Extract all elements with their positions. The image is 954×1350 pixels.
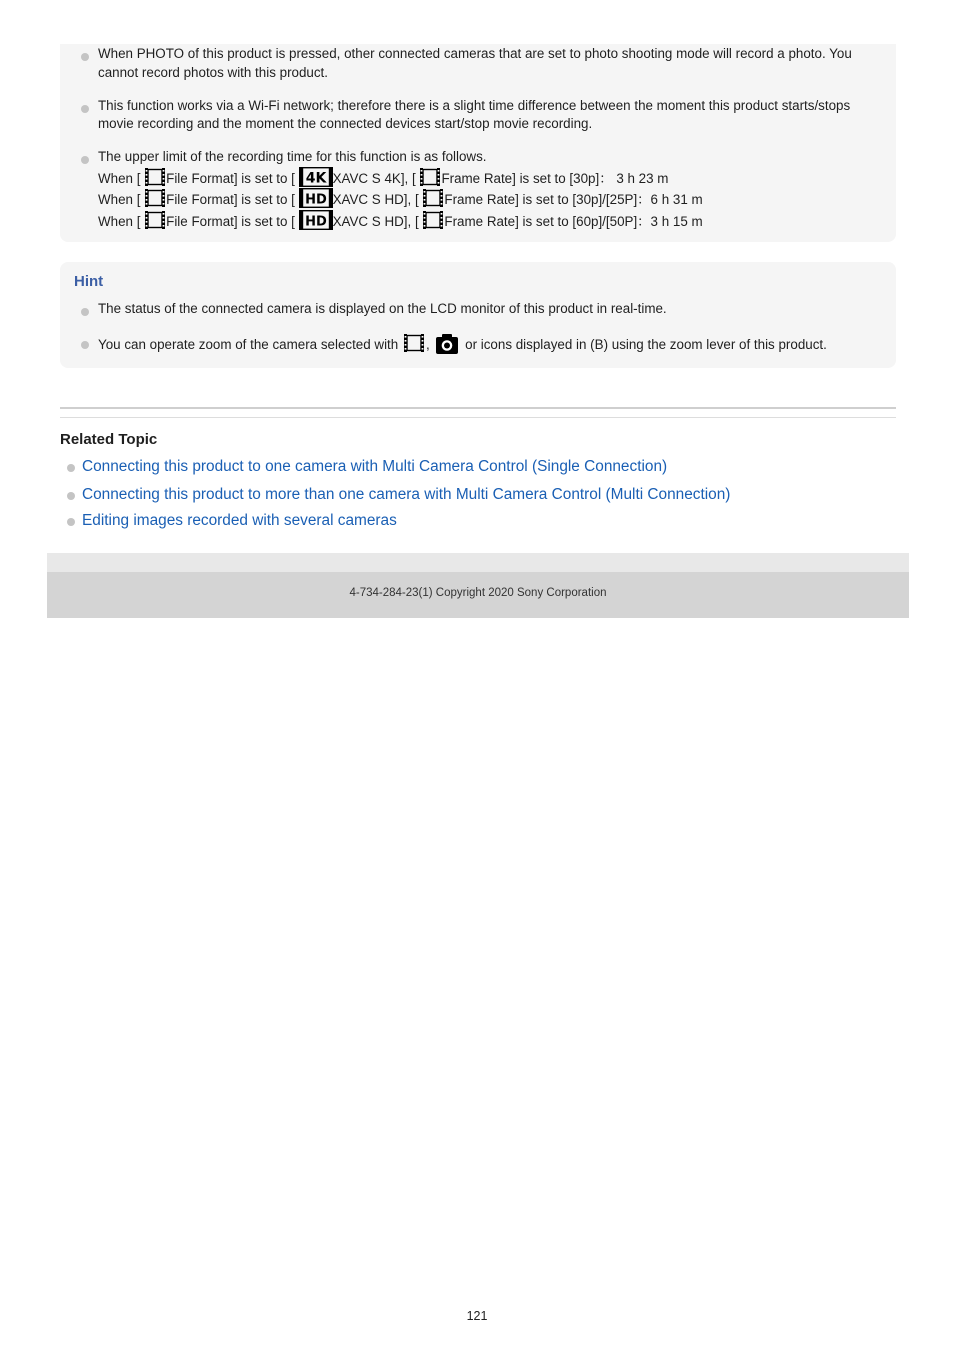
related-topic-list (60, 457, 730, 531)
section-divider (60, 407, 896, 409)
hd-badge-icon (299, 210, 333, 230)
related-topic-item (60, 511, 730, 531)
hint-item: You can operate zoom of the camera selected with , or icons displayed in (B) using the zoom lever of this product. (60, 333, 880, 355)
related-topic-item (60, 457, 730, 477)
recording-limit-row: When [ File Format] is set to [ HD XAVC S HD], [ Frame Rate] is set to [60p]/[50P]：3 h 15 m (98, 210, 880, 232)
recording-limit-intro: The upper limit of the recording time for this function is as follows. (98, 149, 487, 164)
related-link-single-connection[interactable]: Connecting this product to one camera with Multi Camera Control (Single Connection) (82, 458, 668, 475)
note-item: This function works via a Wi-Fi network; therefore there is a slight time difference between the moment this product starts/stops movie recording and the moment the connected devices start/stop movie recording. (60, 97, 880, 134)
related-link-multi-connection[interactable]: Connecting this product to more than one camera with Multi Camera Control (Multi Connection) (82, 486, 731, 503)
related-topic-item (60, 485, 730, 505)
notes-box (60, 44, 896, 242)
movie-film-icon (422, 188, 444, 208)
movie-film-icon (144, 188, 166, 208)
related-link-editing-images[interactable]: Editing images recorded with several cameras (82, 512, 397, 529)
movie-film-icon (402, 333, 426, 353)
related-topic-title: Related Topic (60, 431, 158, 448)
svg-text:4K: 4K (305, 170, 326, 186)
photo-camera-icon (435, 333, 459, 355)
movie-film-icon (419, 167, 441, 187)
note-item (60, 148, 880, 231)
notes-list (60, 45, 880, 246)
note-item: When PHOTO of this product is pressed, other connected cameras that are set to photo shooting mode will record a photo. You cannot record photos with this product. (60, 45, 880, 82)
page-number: 121 (466, 1309, 488, 1323)
movie-film-icon (144, 167, 166, 187)
footer-band-top (47, 553, 909, 572)
recording-limit-row: When [ File Format] is set to [ HD XAVC S HD], [ Frame Rate] is set to [30p]/[25P]：6 h 31 m (98, 188, 880, 210)
section-divider (60, 417, 896, 418)
copyright: 4-734-284-23(1) Copyright 2020 Sony Corporation (349, 587, 607, 599)
hint-item: The status of the connected camera is displayed on the LCD monitor of this product in real-time. (60, 300, 880, 319)
hint-box (60, 262, 896, 368)
svg-text:HD: HD (304, 192, 327, 208)
movie-film-icon (422, 210, 444, 230)
hd-badge-icon (299, 188, 333, 208)
svg-text:HD: HD (304, 214, 327, 229)
hint-title: Hint (74, 273, 104, 290)
movie-film-icon (144, 210, 166, 230)
hint-list (60, 300, 880, 370)
recording-limit-row: When [ File Format] is set to [ 4K XAVC S 4K], [ Frame Rate] is set to [30p]： 3 h 23 m (98, 167, 880, 189)
4k-badge-icon (299, 167, 333, 187)
